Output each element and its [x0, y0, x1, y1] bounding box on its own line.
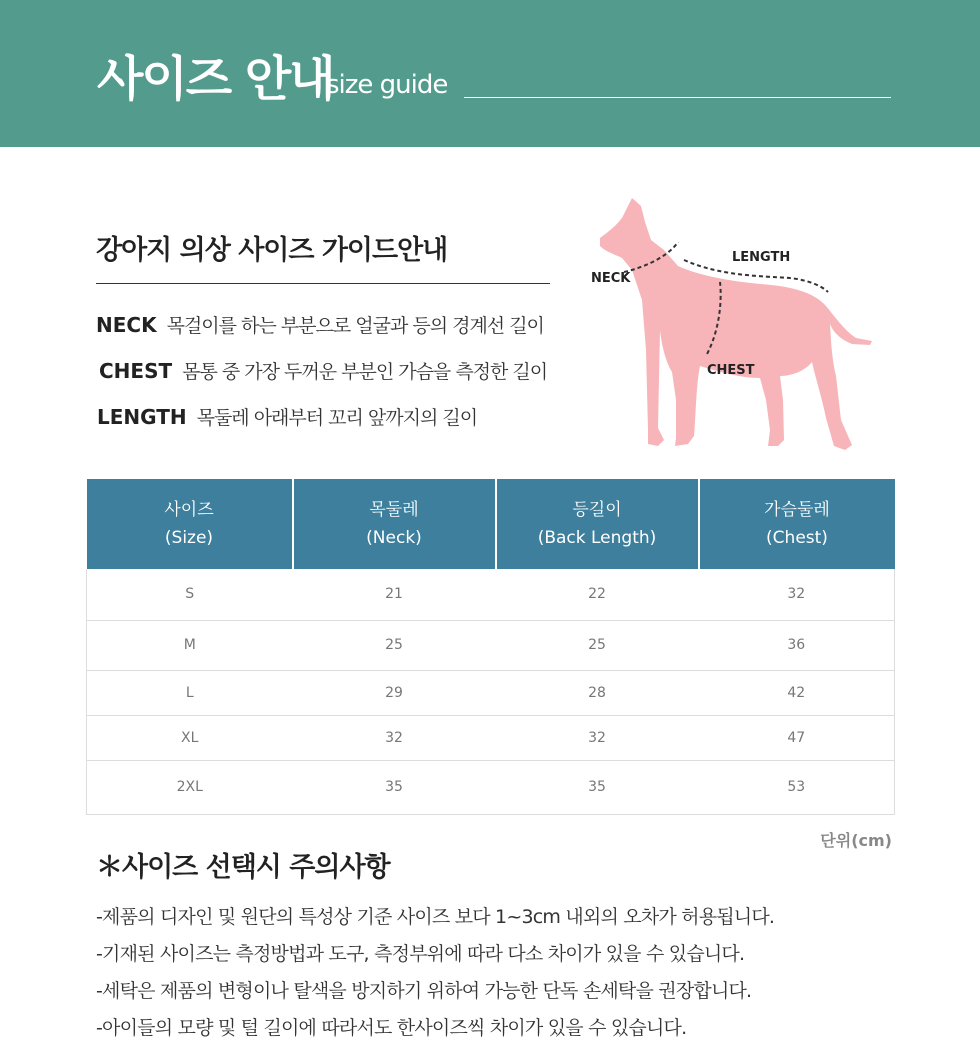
table-cell: 21 [293, 569, 496, 620]
chest-label: CHEST [707, 363, 755, 378]
table-cell: 28 [496, 670, 699, 715]
definition-neck [96, 311, 544, 338]
caution-note: -기재된 사이즈는 측정방법과 도구, 측정부위에 따라 다소 차이가 있을 수 있습니다. [96, 943, 745, 965]
length-label: LENGTH [732, 250, 791, 265]
table-cell: 25 [293, 620, 496, 670]
unit-label: 단위(cm) [820, 831, 892, 850]
table-row [87, 715, 895, 760]
table-cell: 53 [699, 760, 895, 814]
banner-divider [464, 97, 891, 98]
table-cell: 35 [496, 760, 699, 814]
definition-term: NECK [96, 313, 157, 337]
table-cell: 32 [699, 569, 895, 620]
table-cell: 36 [699, 620, 895, 670]
guide-title: 강아지 의상 사이즈 가이드안내 [96, 235, 448, 266]
header-size: 사이즈 (Size) [87, 479, 293, 569]
neck-label: NECK [591, 271, 631, 286]
definition-chest [99, 357, 547, 384]
table-row [87, 760, 895, 814]
definition-term: CHEST [99, 359, 173, 383]
table-cell: M [87, 620, 293, 670]
dog-silhouette-icon [600, 198, 872, 450]
banner-subtitle: size guide [326, 70, 448, 100]
table-cell: 25 [496, 620, 699, 670]
table-cell: 32 [496, 715, 699, 760]
definition-text: 목걸이를 하는 부분으로 얼굴과 등의 경계선 길이 [166, 315, 544, 337]
guide-divider [96, 283, 550, 284]
size-table [86, 479, 895, 815]
table-cell: S [87, 569, 293, 620]
table-cell: 2XL [87, 760, 293, 814]
table-cell: 47 [699, 715, 895, 760]
table-cell: 29 [293, 670, 496, 715]
header-banner [0, 0, 980, 147]
caution-note: -제품의 디자인 및 원단의 특성상 기준 사이즈 보다 1~3cm 내외의 오차가 허용됩니다. [96, 906, 775, 928]
definition-text: 몸통 중 가장 두꺼운 부분인 가슴을 측정한 길이 [182, 361, 548, 383]
banner-title: 사이즈 안내 [97, 51, 334, 107]
header-back-length: 등길이 (Back Length) [496, 479, 699, 569]
caution-note: -아이들의 모량 및 털 길이에 따라서도 한사이즈씩 차이가 있을 수 있습니다. [96, 1017, 687, 1039]
header-neck: 목둘레 (Neck) [293, 479, 496, 569]
table-cell: 32 [293, 715, 496, 760]
dog-measurement-diagram [585, 190, 885, 465]
definition-text: 목둘레 아래부터 꼬리 앞까지의 길이 [196, 407, 478, 429]
table-cell: 42 [699, 670, 895, 715]
table-row [87, 670, 895, 715]
table-cell: XL [87, 715, 293, 760]
definition-length [97, 403, 477, 430]
table-cell: 22 [496, 569, 699, 620]
table-cell: 35 [293, 760, 496, 814]
header-chest: 가슴둘레 (Chest) [699, 479, 895, 569]
table-row [87, 620, 895, 670]
table-row [87, 569, 895, 620]
caution-title: ＊사이즈 선택시 주의사항 [96, 852, 390, 883]
table-cell: L [87, 670, 293, 715]
table-header-row [87, 479, 895, 569]
caution-note: -세탁은 제품의 변형이나 탈색을 방지하기 위하여 가능한 단독 손세탁을 권장합니다. [96, 980, 752, 1002]
definition-term: LENGTH [97, 405, 187, 429]
